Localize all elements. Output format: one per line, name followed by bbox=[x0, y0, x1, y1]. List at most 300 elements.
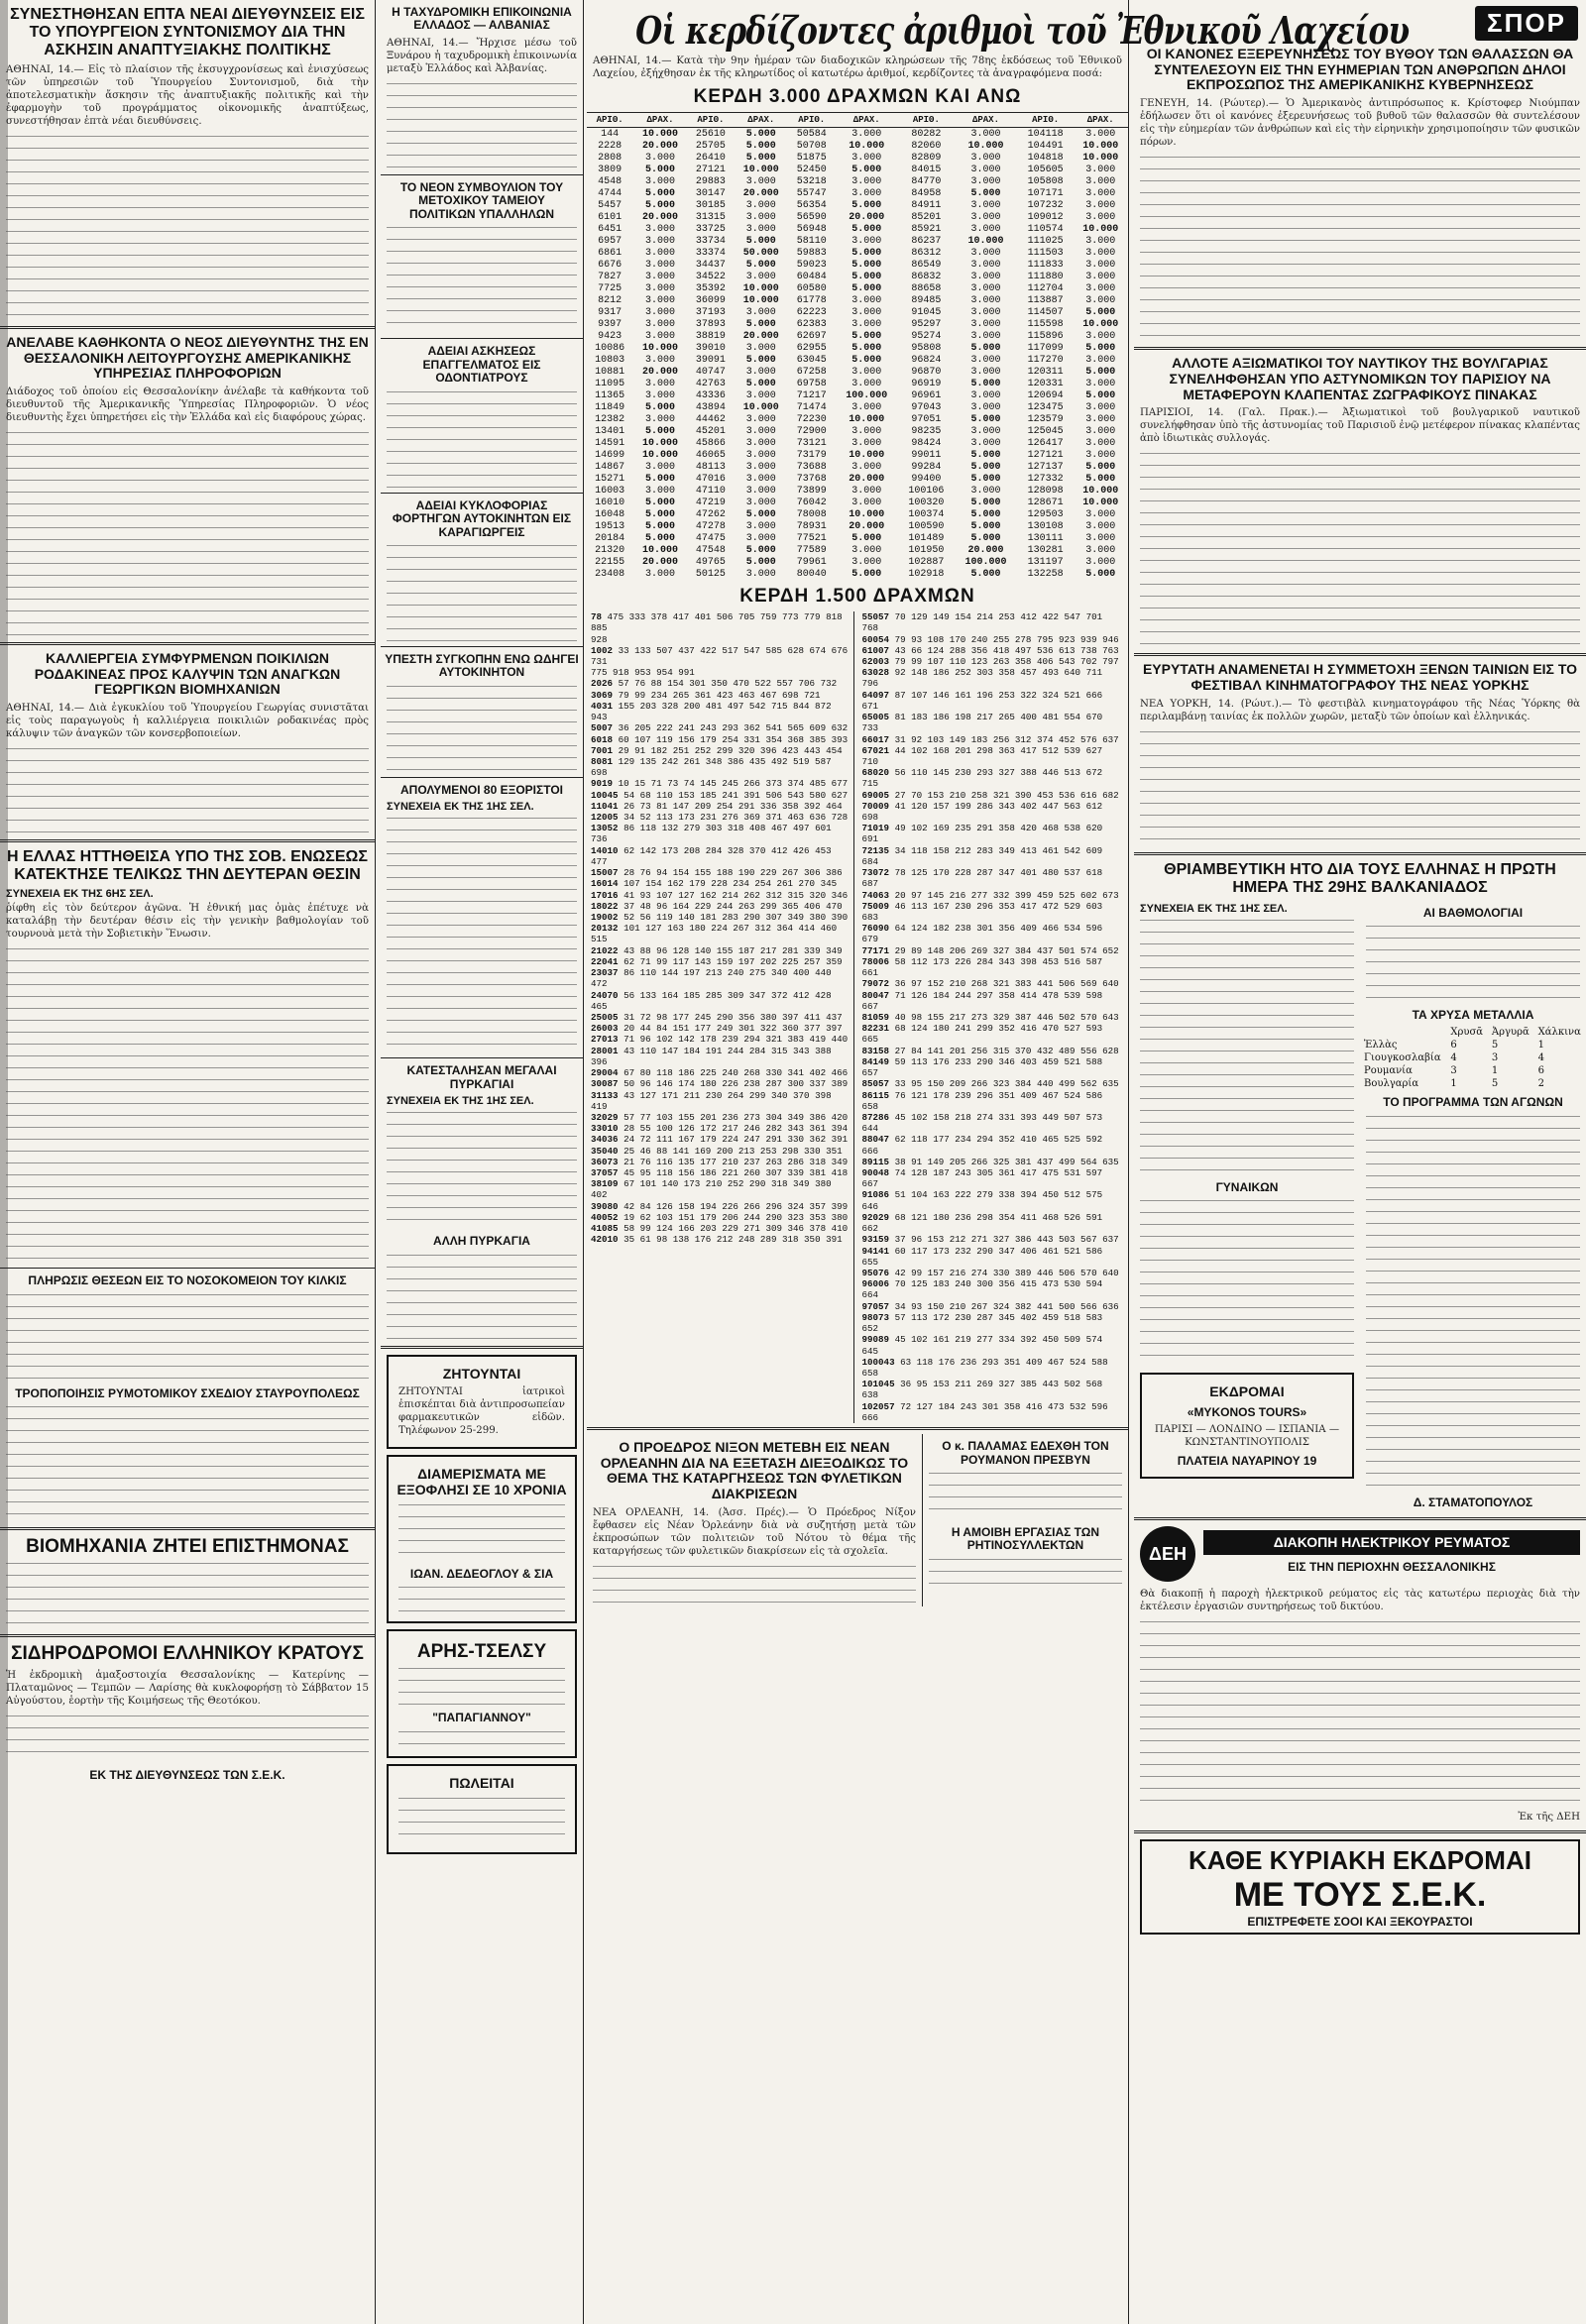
number-list-line bbox=[862, 845, 1125, 867]
number-list-line bbox=[862, 712, 1125, 733]
ticket-number-cell: 120311 bbox=[1027, 366, 1064, 378]
ticket-number-cell: 86549 bbox=[911, 259, 942, 271]
prize-amount-cell: 10.000 bbox=[642, 544, 679, 556]
number-list-line bbox=[862, 978, 1125, 989]
number-list-line bbox=[862, 1234, 1125, 1245]
ticket-number-cell: 22155 bbox=[595, 556, 625, 568]
number-list-line bbox=[591, 1012, 853, 1023]
ticket-number-cell: 96870 bbox=[911, 366, 942, 378]
number-group-endings: 51 104 163 222 279 338 394 450 512 575 646 bbox=[861, 1189, 1103, 1212]
number-group-prefix: 14010 bbox=[591, 844, 619, 856]
prize-amount-cell: 3.000 bbox=[970, 425, 1001, 437]
winning-numbers-table bbox=[587, 112, 1128, 580]
prize-amount-cell: 3.000 bbox=[970, 211, 1001, 223]
ad-excursions-agency: «MYKONOS TOURS» bbox=[1187, 1404, 1307, 1419]
prize-amount-cell: 3.000 bbox=[970, 271, 1001, 282]
ad-sunday-excursions-line1: ΚΑΘΕ ΚΥΡΙΑΚΗ ΕΚΔΡΟΜΑΙ bbox=[1189, 1844, 1531, 1875]
number-list-line bbox=[862, 1157, 1125, 1167]
number-list-line bbox=[862, 1246, 1125, 1268]
number-group-prefix: 42010 bbox=[591, 1234, 619, 1246]
ticket-number-cell: 47475 bbox=[695, 532, 726, 544]
number-list-line bbox=[862, 1301, 1125, 1312]
prize-amount-cell: 3.000 bbox=[645, 247, 676, 259]
prize-amount-cell: 10.000 bbox=[1082, 485, 1119, 497]
continuation-label: ΣΥΝΕΧΕΙΑ ΕΚ ΤΗΣ 1ΗΣ ΣΕΛ. bbox=[1140, 902, 1288, 915]
number-list-line bbox=[591, 678, 853, 689]
number-group-prefix: 29004 bbox=[591, 1067, 619, 1079]
prize-amount-cell: 3.000 bbox=[970, 485, 1001, 497]
table-row bbox=[587, 187, 1128, 199]
number-list-line bbox=[591, 701, 853, 722]
number-group-prefix: 31133 bbox=[591, 1089, 619, 1101]
prize-amount-cell: 3.000 bbox=[970, 247, 1001, 259]
table-row bbox=[587, 449, 1128, 461]
number-group-endings: 81 183 186 198 217 265 400 481 554 670 733 bbox=[861, 712, 1103, 734]
prize-amount-cell: 5.000 bbox=[851, 282, 882, 294]
ticket-number-cell: 105808 bbox=[1027, 175, 1064, 187]
ticket-number-cell: 20184 bbox=[595, 532, 625, 544]
number-group-endings: 59 113 176 233 290 346 403 459 521 588 657 bbox=[861, 1055, 1103, 1079]
prize-amount-cell: 3.000 bbox=[1085, 199, 1116, 211]
number-group-prefix: 24070 bbox=[591, 989, 619, 1001]
medal-country-cell: Γιουγκοσλαβία bbox=[1364, 1052, 1441, 1064]
prize-amount-cell: 10.000 bbox=[742, 282, 779, 294]
number-group-prefix: 18022 bbox=[591, 900, 619, 912]
number-group-prefix: 73072 bbox=[861, 867, 890, 879]
ticket-number-cell: 16010 bbox=[595, 497, 625, 508]
ticket-number-cell: 62383 bbox=[796, 318, 827, 330]
number-group-prefix: 75009 bbox=[861, 900, 890, 912]
prize-amount-cell: 3.000 bbox=[645, 330, 676, 342]
number-list-line bbox=[862, 634, 1125, 645]
women-events-heading: ΓΥΝΑΙΚΩΝ bbox=[1215, 1179, 1279, 1194]
medal-row bbox=[1360, 1064, 1586, 1077]
number-list-line bbox=[591, 690, 853, 701]
prize-amount-cell: 3.000 bbox=[745, 175, 776, 187]
ticket-number-cell: 11365 bbox=[595, 389, 625, 401]
ticket-number-cell: 86237 bbox=[911, 235, 942, 247]
ticket-number-cell: 63045 bbox=[796, 354, 827, 366]
article-text-block bbox=[1140, 918, 1354, 1175]
number-group-prefix: 93159 bbox=[861, 1234, 890, 1246]
prize-amount-cell: 3.000 bbox=[851, 425, 882, 437]
subheadline-power-outage: ΕΙΣ ΤΗΝ ΠΕΡΙΟΧΗΝ ΘΕΣΣΑΛΟΝΙΚΗΣ bbox=[1288, 1560, 1496, 1575]
ticket-number-cell: 9397 bbox=[598, 318, 623, 330]
article-text-block bbox=[387, 389, 577, 489]
ticket-number-cell: 100320 bbox=[908, 497, 945, 508]
table-row bbox=[587, 318, 1128, 330]
article-greece-second-place: ῥίφθη εἰς τὸν δεύτερον ἀγῶνα. Ἡ ἐθνική μας ὁμὰς ἐπέτυχε νὰ καταλάβῃ τὴν δευτέραν θέσιν εἰς τὴν γενικὴν βαθμολογίαν τοῦ τουρνουὰ μετὰ τὴν Σοβιετικὴν Ἕνωσιν. bbox=[6, 903, 369, 941]
ticket-number-cell: 84958 bbox=[911, 187, 942, 199]
number-group-endings: 25 46 88 141 169 200 213 253 298 330 351 bbox=[623, 1145, 843, 1157]
prize-amount-cell: 3.000 bbox=[745, 211, 776, 223]
number-group-prefix: 64097 bbox=[861, 689, 890, 701]
number-list-line bbox=[862, 867, 1125, 889]
ticket-number-cell: 60580 bbox=[796, 282, 827, 294]
ticket-number-cell: 50708 bbox=[796, 140, 827, 152]
prize-amount-cell: 3.000 bbox=[1085, 211, 1116, 223]
divider bbox=[381, 1346, 583, 1349]
medal-count-cell: 3 bbox=[1491, 1052, 1499, 1064]
ticket-number-cell: 120694 bbox=[1027, 389, 1064, 401]
number-group-prefix: 39080 bbox=[591, 1200, 619, 1212]
number-group-endings: 36 97 152 210 268 321 383 441 506 569 640 bbox=[894, 978, 1119, 990]
ticket-number-cell: 10086 bbox=[595, 342, 625, 354]
number-group-endings: 31 72 98 177 245 290 356 380 397 411 437 bbox=[623, 1011, 843, 1023]
article-text-block bbox=[387, 684, 577, 773]
ticket-number-cell: 125045 bbox=[1027, 425, 1064, 437]
number-list-line bbox=[862, 1134, 1125, 1156]
number-list-line bbox=[591, 823, 853, 844]
col-number-header: ΑΡΙΘ. bbox=[789, 113, 835, 128]
prize-amount-cell: 5.000 bbox=[745, 378, 776, 389]
ticket-number-cell: 6451 bbox=[598, 223, 623, 235]
number-group-endings: 67 101 140 173 210 252 290 318 349 380 402 bbox=[591, 1178, 832, 1201]
number-list-line bbox=[862, 690, 1125, 712]
prize-amount-cell: 3.000 bbox=[970, 164, 1001, 175]
number-list-line bbox=[862, 823, 1125, 844]
number-list-line bbox=[591, 967, 853, 989]
col-number-header: ΑΡΙΘ. bbox=[587, 113, 632, 128]
ticket-number-cell: 102887 bbox=[908, 556, 945, 568]
prize-amount-cell: 3.000 bbox=[645, 175, 676, 187]
number-group-endings: 19 62 103 151 179 206 244 290 323 353 380 bbox=[623, 1211, 849, 1223]
number-list-line bbox=[591, 1090, 853, 1112]
number-group-prefix: 98073 bbox=[861, 1311, 890, 1323]
number-group-endings: 62 142 173 208 284 328 370 412 426 453 477 bbox=[591, 844, 832, 867]
number-list-line bbox=[862, 990, 1125, 1012]
number-group-endings: 49 102 169 235 291 358 420 468 538 620 691 bbox=[861, 823, 1103, 845]
number-group-prefix: 87286 bbox=[861, 1111, 890, 1123]
headline-exiles-released: ΑΠΟΛΥΜΕΝΟΙ 80 ΕΞΟΡΙΣΤΟΙ bbox=[400, 782, 563, 797]
continuation-label: ΣΥΝΕΧΕΙΑ ΕΚ ΤΗΣ 6ΗΣ ΣΕΛ. bbox=[6, 888, 154, 901]
headline-bulgarian-officers: ΑΛΛΟΤΕ ΑΞΙΩΜΑΤΙΚΟΙ ΤΟΥ ΝΑΥΤΙΚΟΥ ΤΗΣ ΒΟΥΛΓΑΡΙΑΣ ΣΥΝΕΛΗΦΘΗΣΑΝ ΥΠΟ ΑΣΤΥΝΟΜΙΚΩΝ ΤΟΥ ΠΑΡΙΣΙΟΥ ΝΑ ΜΕΤΑΦΕΡΟΥΝ ΚΛΑΠΕΝΤΑΣ ΖΩΓΡΑΦΙΚΟΥΣ ΠΙΝΑΚΑΣ bbox=[1169, 355, 1551, 402]
number-group-endings: 68 124 180 241 299 352 416 470 527 593 665 bbox=[861, 1023, 1103, 1046]
number-group-prefix: 4031 bbox=[591, 700, 614, 712]
prize-amount-cell: 3.000 bbox=[745, 306, 776, 318]
ticket-number-cell: 105605 bbox=[1027, 164, 1064, 175]
number-group-prefix: 12005 bbox=[591, 812, 619, 824]
prize-amount-cell: 3.000 bbox=[645, 389, 676, 401]
number-group-prefix: 95076 bbox=[861, 1268, 890, 1278]
ticket-number-cell: 8212 bbox=[598, 294, 623, 306]
prize-amount-cell: 3.000 bbox=[851, 556, 882, 568]
balkaniad-columns bbox=[1134, 901, 1586, 1514]
article-peach-cultivation: ΑΘΗΝΑΙ, 14.— Διὰ ἐγκυκλίου τοῦ Ὑπουργείου Γεωργίας συνιστᾶται εἰς τοὺς παραγωγοὺς ἡ καλλιέργεια ποικιλιῶν ροδακινέας πρὸς κάλυψιν τῶν ἀναγκῶν τῶν κονσερβοποιείων. bbox=[6, 703, 369, 740]
number-group-endings: 41 120 157 199 286 343 402 447 563 612 698 bbox=[861, 800, 1103, 824]
article-text-block bbox=[387, 81, 577, 170]
ticket-number-cell: 40747 bbox=[695, 366, 726, 378]
number-list-line bbox=[862, 767, 1125, 789]
article-text-block bbox=[1140, 729, 1580, 848]
number-group-endings: 43 127 171 211 230 264 299 340 370 398 419 bbox=[591, 1089, 832, 1112]
prize-amount-cell: 3.000 bbox=[745, 473, 776, 485]
number-group-prefix: 32029 bbox=[591, 1111, 619, 1123]
number-list-line bbox=[591, 1123, 853, 1134]
number-group-prefix: 3069 bbox=[591, 689, 614, 701]
ticket-number-cell: 14867 bbox=[595, 461, 625, 473]
prize-amount-cell: 3.000 bbox=[851, 437, 882, 449]
number-group-prefix: 10045 bbox=[591, 789, 619, 801]
classified-apartments-title: ΔΙΑΜΕΡΙΣΜΑΤΑ ΜΕ ΕΞΟΦΛΗΣΙ ΣΕ 10 ΧΡΟΝΙΑ bbox=[396, 1466, 567, 1498]
number-group-prefix: 33010 bbox=[591, 1123, 619, 1135]
number-group-prefix: 27013 bbox=[591, 1034, 619, 1046]
article-text-block bbox=[398, 1729, 565, 1749]
prize-amount-cell: 3.000 bbox=[645, 568, 676, 580]
number-group-prefix: 36073 bbox=[591, 1156, 619, 1167]
ticket-number-cell: 96919 bbox=[911, 378, 942, 389]
ticket-number-cell: 78008 bbox=[796, 508, 827, 520]
power-outage-header bbox=[1140, 1526, 1580, 1582]
number-list-line bbox=[862, 1090, 1125, 1112]
prize-amount-cell: 5.000 bbox=[645, 520, 676, 532]
ticket-number-cell: 37193 bbox=[695, 306, 726, 318]
table-row bbox=[587, 282, 1128, 294]
ticket-number-cell: 89485 bbox=[911, 294, 942, 306]
ticket-number-cell: 86832 bbox=[911, 271, 942, 282]
sports-logo-wrap bbox=[1134, 0, 1586, 41]
prize-amount-cell: 5.000 bbox=[1085, 473, 1116, 485]
ticket-number-cell: 62697 bbox=[796, 330, 827, 342]
table-row bbox=[587, 437, 1128, 449]
number-group-endings: 27 84 141 201 256 315 370 432 489 556 628 bbox=[894, 1045, 1119, 1056]
number-group-endings: 50 96 146 174 180 226 238 287 300 337 389 bbox=[623, 1078, 849, 1090]
table-row bbox=[587, 389, 1128, 401]
table-header-row bbox=[587, 113, 1128, 128]
medal-row bbox=[1360, 1077, 1586, 1090]
prize-amount-cell: 3.000 bbox=[970, 366, 1001, 378]
prize-amount-cell: 5.000 bbox=[645, 187, 676, 199]
number-group-prefix: 80047 bbox=[861, 989, 890, 1001]
number-group-endings: 43 110 147 184 191 244 284 315 343 388 396 bbox=[591, 1045, 832, 1067]
ticket-number-cell: 12382 bbox=[595, 413, 625, 425]
prize-amount-cell: 3.000 bbox=[745, 461, 776, 473]
prize-amount-cell: 5.000 bbox=[851, 342, 882, 354]
ticket-number-cell: 37893 bbox=[695, 318, 726, 330]
number-list-line bbox=[862, 923, 1125, 944]
lottery-intro: ΑΘΗΝΑΙ, 14.— Κατὰ τὴν 9ην ἡμέραν τῶν διαδοχικῶν κληρώσεων τῆς 78ης ἐκδόσεως τοῦ Ἐθνικοῦ Λαχείου, ἐξήχθησαν ἐκ τῆς κληρωτίδος οἱ κατωτέρω ἀριθμοί, κερδίζοντες τὰ ἀναγραφόμενα ποσά: bbox=[593, 55, 1122, 80]
number-group-endings: 34 52 113 173 231 276 369 371 463 636 728 bbox=[623, 812, 849, 824]
prize-amount-cell: 10.000 bbox=[742, 294, 779, 306]
number-group-prefix: 84149 bbox=[861, 1055, 890, 1067]
prize-amount-cell: 3.000 bbox=[1085, 508, 1116, 520]
number-list-line bbox=[862, 1334, 1125, 1356]
prize-amount-cell: 3.000 bbox=[645, 485, 676, 497]
headline-kilkis-hospital: ΠΛΗΡΩΣΙΣ ΘΕΣΕΩΝ ΕΙΣ ΤΟ ΝΟΣΟΚΟΜΕΙΟΝ ΤΟΥ ΚΙΛΚΙΣ bbox=[28, 1273, 347, 1288]
number-group-prefix: 68020 bbox=[861, 767, 890, 779]
number-list-line bbox=[591, 812, 853, 823]
col-number-header: ΑΡΙΘ. bbox=[1018, 113, 1074, 128]
table-row bbox=[587, 306, 1128, 318]
headline-ny-film-festival: ΕΥΡΥΤΑΤΗ ΑΝΑΜΕΝΕΤΑΙ Η ΣΥΜΜΕΤΟΧΗ ΞΕΝΩΝ ΤΑΙΝΙΩΝ ΕΙΣ ΤΟ ΦΕΣΤΙΒΑΛ ΚΙΝΗΜΑΤΟΓΡΑΦΟΥ ΤΗΣ ΝΕΑΣ ΥΟΡΚΗΣ bbox=[1142, 661, 1578, 694]
table-row bbox=[587, 235, 1128, 247]
article-text-block bbox=[1366, 1114, 1580, 1491]
ticket-number-cell: 73899 bbox=[796, 485, 827, 497]
prize-amount-cell: 3.000 bbox=[970, 152, 1001, 164]
table-row bbox=[587, 401, 1128, 413]
number-group-prefix: 88047 bbox=[861, 1134, 890, 1146]
column-2 bbox=[381, 0, 584, 2324]
medal-count-cell: 5 bbox=[1491, 1078, 1499, 1090]
continuation-label: ΣΥΝΕΧΕΙΑ ΕΚ ΤΗΣ 1ΗΣ ΣΕΛ. bbox=[387, 1095, 534, 1108]
lottery-1500-right bbox=[862, 611, 1125, 1423]
prize-amount-cell: 10.000 bbox=[849, 140, 885, 152]
ticket-number-cell: 10881 bbox=[595, 366, 625, 378]
prize-amount-cell: 5.000 bbox=[851, 271, 882, 282]
prize-amount-cell: 20.000 bbox=[642, 211, 679, 223]
number-group-prefix: 82231 bbox=[861, 1023, 890, 1035]
number-group-prefix: 94141 bbox=[861, 1245, 890, 1257]
number-group-endings: 87 107 146 161 196 253 322 324 521 666 671 bbox=[861, 689, 1103, 712]
prize-amount-cell: 10.000 bbox=[642, 128, 679, 140]
ticket-number-cell: 76042 bbox=[796, 497, 827, 508]
prize-amount-cell: 3.000 bbox=[970, 437, 1001, 449]
number-group-prefix: 63028 bbox=[861, 667, 890, 679]
ticket-number-cell: 85201 bbox=[911, 211, 942, 223]
prize-amount-cell: 3.000 bbox=[745, 199, 776, 211]
number-list-line bbox=[862, 734, 1125, 745]
headline-large-fires: ΚΑΤΕΣΤΑΛΗΣΑΝ ΜΕΓΑΛΑΙ ΠΥΡΚΑΓΙΑΙ bbox=[406, 1063, 557, 1091]
ticket-number-cell: 112704 bbox=[1027, 282, 1064, 294]
number-list-line bbox=[591, 1134, 853, 1145]
prize-amount-cell: 5.000 bbox=[745, 508, 776, 520]
medal-count-cell: 5 bbox=[1491, 1040, 1499, 1051]
number-group-endings: 29 91 182 251 252 299 320 396 423 443 454 bbox=[618, 744, 843, 756]
prize-amount-cell: 5.000 bbox=[851, 330, 882, 342]
ticket-number-cell: 101489 bbox=[908, 532, 945, 544]
table-row bbox=[587, 199, 1128, 211]
prize-amount-cell: 20.000 bbox=[742, 187, 779, 199]
number-group-endings: 36 205 222 241 243 293 362 541 565 609 632 bbox=[618, 722, 849, 734]
prize-amount-cell: 5.000 bbox=[645, 164, 676, 175]
divider bbox=[0, 1527, 375, 1530]
ticket-number-cell: 2808 bbox=[598, 152, 623, 164]
ticket-number-cell: 19513 bbox=[595, 520, 625, 532]
ticket-number-cell: 49765 bbox=[695, 556, 726, 568]
prize-amount-cell: 100.000 bbox=[846, 389, 888, 401]
number-group-endings: 45 95 118 156 186 221 260 307 339 381 418 bbox=[623, 1167, 849, 1179]
number-list-line bbox=[591, 845, 853, 867]
number-list-line bbox=[591, 1023, 853, 1034]
prize-amount-cell: 10.000 bbox=[742, 401, 779, 413]
number-group-endings: 58 99 124 166 203 229 271 309 346 378 410 bbox=[623, 1223, 849, 1235]
ticket-number-cell: 71474 bbox=[796, 401, 827, 413]
number-group-prefix: 96006 bbox=[861, 1278, 890, 1290]
prize-amount-cell: 3.000 bbox=[745, 271, 776, 282]
ticket-number-cell: 84770 bbox=[911, 175, 942, 187]
prize-amount-cell: 5.000 bbox=[970, 187, 1001, 199]
ticket-number-cell: 73179 bbox=[796, 449, 827, 461]
ticket-number-cell: 6861 bbox=[598, 247, 623, 259]
prize-amount-cell: 3.000 bbox=[745, 366, 776, 378]
table-row bbox=[587, 354, 1128, 366]
prize-amount-cell: 5.000 bbox=[970, 532, 1001, 544]
continuation-label: ΣΥΝΕΧΕΙΑ ΕΚ ΤΗΣ 1ΗΣ ΣΕΛ. bbox=[387, 801, 534, 814]
col-drachma-header: ΔΡΑΧ. bbox=[954, 113, 1018, 128]
article-nixon-new-orleans: ΝΕΑ ΟΡΛΕΑΝΗ, 14. (Ἀσσ. Πρές).— Ὁ Πρόεδρος Νίξον ἔφθασεν εἰς Νέαν Ὀρλεάνην διὰ νὰ συζητήσῃ μετὰ τῶν ἐκπροσώπων τῶν πολιτειῶν τοῦ Νότου τὸ θέμα τῆς καταργήσεως τῶν φυλετικῶν διακρίσεων εἰς τὰ σχολεῖα. bbox=[593, 1506, 916, 1557]
divider bbox=[0, 1634, 375, 1637]
prize-amount-cell: 5.000 bbox=[970, 508, 1001, 520]
ticket-number-cell: 43336 bbox=[695, 389, 726, 401]
ticket-number-cell: 59023 bbox=[796, 259, 827, 271]
ticket-number-cell: 25705 bbox=[695, 140, 726, 152]
number-group-endings: 33 133 507 437 422 517 547 585 628 674 676 731 bbox=[591, 644, 849, 667]
prize-amount-cell: 3.000 bbox=[745, 342, 776, 354]
ticket-number-cell: 129503 bbox=[1027, 508, 1064, 520]
prize-amount-cell: 5.000 bbox=[745, 318, 776, 330]
prize-amount-cell: 5.000 bbox=[970, 520, 1001, 532]
number-list-line bbox=[591, 645, 853, 667]
prize-amount-cell: 5.000 bbox=[645, 508, 676, 520]
number-group-prefix: 99089 bbox=[861, 1334, 890, 1346]
prize-amount-cell: 5.000 bbox=[645, 425, 676, 437]
ticket-number-cell: 95808 bbox=[911, 342, 942, 354]
prize-amount-cell: 3.000 bbox=[745, 425, 776, 437]
ticket-number-cell: 23408 bbox=[595, 568, 625, 580]
number-group-prefix: 25005 bbox=[591, 1011, 619, 1023]
number-list-line bbox=[591, 990, 853, 1012]
ticket-number-cell: 50584 bbox=[796, 128, 827, 140]
medal-count-cell: 1 bbox=[1491, 1065, 1499, 1077]
number-group-prefix: 76090 bbox=[861, 923, 890, 935]
ticket-number-cell: 73688 bbox=[796, 461, 827, 473]
nixon-article bbox=[587, 1434, 923, 1606]
number-group-prefix: 23037 bbox=[591, 967, 619, 979]
ticket-number-cell: 96961 bbox=[911, 389, 942, 401]
prize-amount-cell: 50.000 bbox=[742, 247, 779, 259]
balkaniad-right bbox=[1360, 901, 1586, 1514]
number-group-prefix: 65005 bbox=[861, 712, 890, 723]
prize-amount-cell: 3.000 bbox=[1085, 330, 1116, 342]
number-group-prefix: 55057 bbox=[861, 611, 890, 623]
prize-amount-cell: 20.000 bbox=[849, 211, 885, 223]
number-list-line bbox=[591, 1034, 853, 1045]
ticket-number-cell: 113887 bbox=[1027, 294, 1064, 306]
prize-amount-cell: 10.000 bbox=[642, 342, 679, 354]
prize-amount-cell: 5.000 bbox=[970, 342, 1001, 354]
col-number-header: ΑΡΙΘ. bbox=[688, 113, 734, 128]
medal-col-country bbox=[1360, 1026, 1446, 1039]
prize-amount-cell: 5.000 bbox=[1085, 366, 1116, 378]
number-list-line bbox=[862, 1278, 1125, 1300]
number-group-prefix: 11041 bbox=[591, 800, 619, 812]
table-row bbox=[587, 544, 1128, 556]
number-group-endings: 34 118 158 212 283 349 413 461 542 609 684 bbox=[861, 844, 1103, 867]
number-list-line bbox=[862, 901, 1125, 923]
headline-new-directorates: ΣΥΝΕΣΤΗΘΗΣΑΝ ΕΠΤΑ ΝΕΑΙ ΔΙΕΥΘΥΝΣΕΙΣ ΕΙΣ ΤΟ ΥΠΟΥΡΓΕΙΟΝ ΣΥΝΤΟΝΙΣΜΟΥ ΔΙΑ ΤΗΝ ΑΣΚΗΣΙΝ ΑΝΑΠΤΥΞΙΑΚΗΣ ΠΟΛΙΤΙΚΗΣ bbox=[10, 6, 365, 58]
divider bbox=[1134, 653, 1586, 656]
ticket-number-cell: 47262 bbox=[695, 508, 726, 520]
ticket-number-cell: 42763 bbox=[695, 378, 726, 389]
ticket-number-cell: 102918 bbox=[908, 568, 945, 580]
number-group-prefix: 72135 bbox=[861, 844, 890, 856]
number-list-line bbox=[591, 878, 853, 889]
table-row bbox=[587, 532, 1128, 544]
number-group-prefix: 37057 bbox=[591, 1167, 619, 1179]
winning-numbers-body bbox=[587, 128, 1128, 581]
prize-amount-cell: 3.000 bbox=[851, 175, 882, 187]
prize-amount-cell: 5.000 bbox=[851, 532, 882, 544]
headline-resin-collectors: Η ΑΜΟΙΒΗ ΕΡΓΑΣΙΑΣ ΤΩΝ ΡΗΤΙΝΟΣΥΛΛΕΚΤΩΝ bbox=[951, 1524, 1100, 1553]
ticket-number-cell: 61778 bbox=[796, 294, 827, 306]
number-group-endings: 68 121 180 236 298 354 411 468 526 591 662 bbox=[861, 1211, 1103, 1235]
ticket-number-cell: 126417 bbox=[1027, 437, 1064, 449]
ticket-number-cell: 9317 bbox=[598, 306, 623, 318]
medal-country-cell: Βουλγαρία bbox=[1364, 1078, 1419, 1090]
headline-peach-cultivation: ΚΑΛΛΙΕΡΓΕΙΑ ΣΥΜΦΥΡΜΕΝΩΝ ΠΟΙΚΙΛΙΩΝ ΡΟΔΑΚΙΝΕΑΣ ΠΡΟΣ ΚΑΛΥΨΙΝ ΤΩΝ ΑΝΑΓΚΩΝ ΓΕΩΡΓΙΚΩΝ ΒΙΟΜΗΧΑΝΙΩΝ bbox=[34, 650, 341, 698]
number-group-endings: 70 129 149 154 214 253 412 422 547 701 768 bbox=[861, 611, 1103, 634]
number-group-endings: 101 127 163 180 224 267 312 364 414 460 515 bbox=[591, 923, 838, 945]
